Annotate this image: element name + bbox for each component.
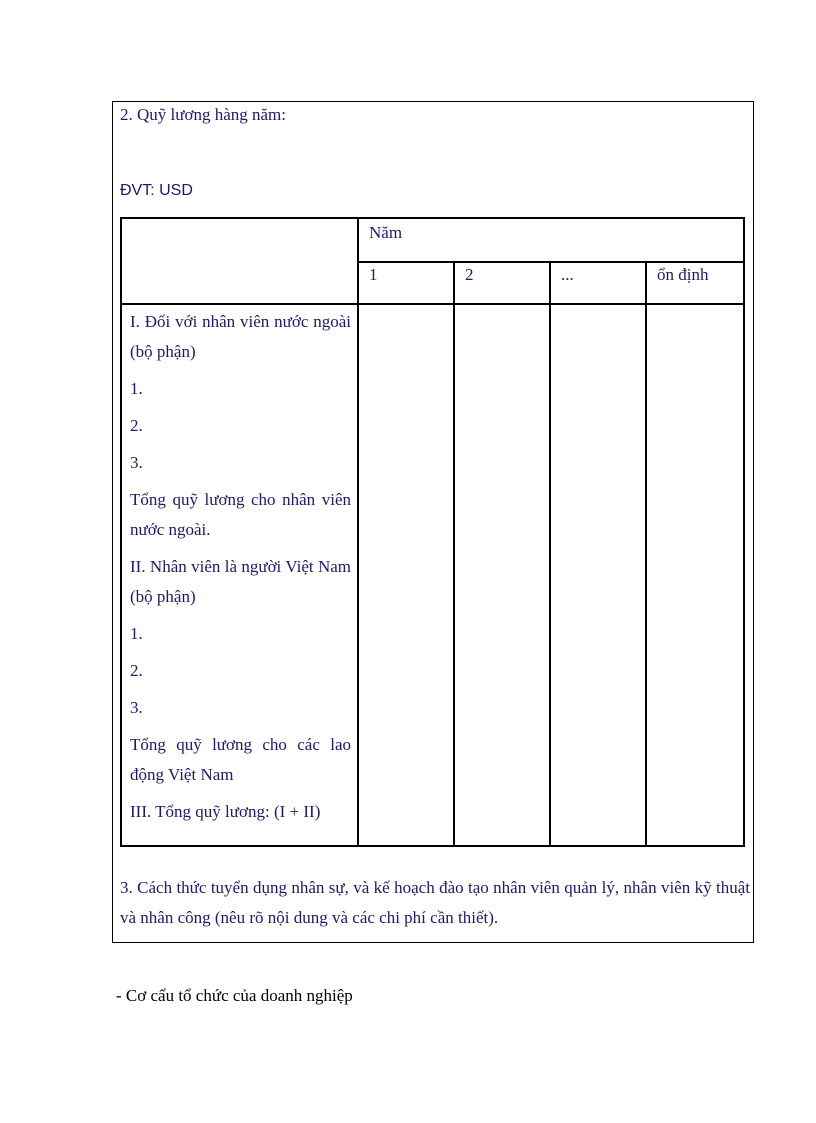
row-label: Tổng quỹ lương cho các lao động Việt Nam — [130, 735, 351, 784]
year-column-1 — [358, 262, 454, 304]
stable-year-values-cell — [646, 304, 744, 846]
row-label: 2. — [130, 661, 143, 680]
year-1-values-cell — [358, 304, 454, 846]
year-header: Năm — [369, 223, 403, 242]
unit-label: ĐVT: USD — [120, 182, 193, 199]
year-column-label: ổn định — [657, 265, 709, 284]
row-label: Tổng quỹ lương cho nhân viên nước ngoài. — [130, 490, 351, 539]
year-column-3 — [550, 262, 646, 304]
year-column-label: 1 — [369, 265, 378, 284]
row-label: III. Tổng quỹ lương: (I + II) — [130, 802, 321, 821]
year-header-cell — [358, 218, 744, 262]
salary-fund-table — [120, 217, 745, 847]
year-column-2 — [454, 262, 550, 304]
row-label: 2. — [130, 416, 143, 435]
year-column-stable — [646, 262, 744, 304]
row-label: 1. — [130, 624, 143, 643]
row-labels-cell — [121, 304, 358, 846]
row-label: 1. — [130, 379, 143, 398]
row-label: II. Nhân viên là người Việt Nam (bộ phận) — [130, 557, 351, 606]
row-label: 3. — [130, 453, 143, 472]
section-2-heading: 2. Quỹ lương hàng năm: — [120, 105, 286, 124]
year-column-label: 2 — [465, 265, 474, 284]
row-label: 3. — [130, 698, 143, 717]
year-column-label: ... — [561, 265, 574, 284]
row-label: I. Đối với nhân viên nước ngoài (bộ phận) — [130, 312, 351, 361]
table-corner-cell — [121, 218, 358, 304]
year-2-values-cell — [454, 304, 550, 846]
org-structure-line: - Cơ cấu tổ chức của doanh nghiệp — [116, 986, 353, 1005]
section-3-text: 3. Cách thức tuyển dụng nhân sự, và kế hoạch đào tạo nhân viên quản lý, nhân viên kỹ thuật và nhân công (nêu rõ nội dung và các chi phí cần thiết). — [120, 878, 750, 927]
year-n-values-cell — [550, 304, 646, 846]
